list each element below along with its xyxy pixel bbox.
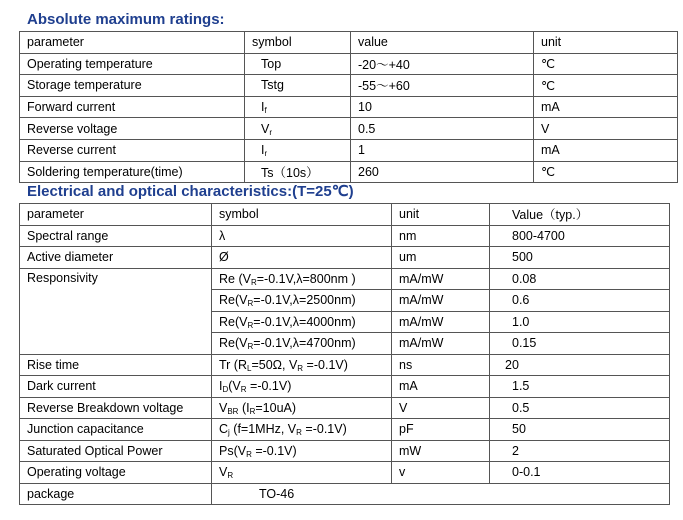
parameter-cell: Reverse current bbox=[20, 139, 245, 161]
parameter-cell: Rise time bbox=[20, 354, 212, 376]
parameter-cell: Reverse voltage bbox=[20, 118, 245, 140]
absolute-ratings-title: Absolute maximum ratings: bbox=[27, 11, 225, 28]
package-symbol-cell: TO-46 bbox=[212, 483, 670, 505]
symbol-cell: Ts（10s） bbox=[245, 161, 351, 183]
symbol-cell: $I_f$ bbox=[245, 96, 351, 118]
unit-cell: um bbox=[392, 247, 490, 269]
symbol-cell: Tstg bbox=[245, 75, 351, 97]
table-row bbox=[20, 376, 670, 398]
table-header-row bbox=[20, 204, 670, 226]
table-row bbox=[20, 462, 670, 484]
header-symbol: symbol bbox=[212, 204, 392, 226]
value-cell: 0.5 bbox=[351, 118, 534, 140]
value-cell: -20～+40 bbox=[351, 53, 534, 75]
unit-cell: ℃ bbox=[534, 75, 678, 97]
parameter-cell: Operating temperature bbox=[20, 53, 245, 75]
symbol-cell: Tr ($R_L=50\Omega$, $V_R =-0.1V$) bbox=[212, 354, 392, 376]
unit-cell: nm bbox=[392, 225, 490, 247]
symbol-cell: $V_R$ bbox=[212, 462, 392, 484]
table-row bbox=[20, 397, 670, 419]
parameter-cell: Spectral range bbox=[20, 225, 212, 247]
value-cell: 500 bbox=[490, 247, 670, 269]
symbol-cell: λ bbox=[212, 225, 392, 247]
symbol-cell: Ø bbox=[212, 247, 392, 269]
table-row bbox=[20, 53, 678, 75]
symbol-cell: $I_D(V_R =-0.1V)$ bbox=[212, 376, 392, 398]
parameter-cell: Reverse Breakdown voltage bbox=[20, 397, 212, 419]
unit-cell: V bbox=[534, 118, 678, 140]
symbol-cell: $I_r$ bbox=[245, 139, 351, 161]
value-cell: 0.15 bbox=[490, 333, 670, 355]
value-cell: 800-4700 bbox=[490, 225, 670, 247]
parameter-cell: Saturated Optical Power bbox=[20, 440, 212, 462]
unit-cell: ℃ bbox=[534, 161, 678, 183]
parameter-cell: Storage temperature bbox=[20, 75, 245, 97]
value-cell: -55～+60 bbox=[351, 75, 534, 97]
header-parameter: parameter bbox=[20, 32, 245, 54]
table-row bbox=[20, 225, 670, 247]
parameter-cell: package bbox=[20, 483, 212, 505]
table-row bbox=[20, 354, 670, 376]
table-row bbox=[20, 268, 670, 290]
unit-cell: mA/mW bbox=[392, 290, 490, 312]
parameter-cell: Soldering temperature(time) bbox=[20, 161, 245, 183]
value-cell: 1.5 bbox=[490, 376, 670, 398]
unit-cell: mA bbox=[392, 376, 490, 398]
symbol-cell: $Re(V_R=-0.1V,\lambda=4700nm)$ bbox=[212, 333, 392, 355]
unit-cell: ns bbox=[392, 354, 490, 376]
table-row bbox=[20, 419, 670, 441]
symbol-cell: $Ps(V_R =-0.1V)$ bbox=[212, 440, 392, 462]
symbol-cell: $V_r$ bbox=[245, 118, 351, 140]
unit-cell: mA bbox=[534, 139, 678, 161]
table-row bbox=[20, 483, 670, 505]
value-cell: 0-0.1 bbox=[490, 462, 670, 484]
header-value: Value（typ.） bbox=[490, 204, 670, 226]
value-cell: 10 bbox=[351, 96, 534, 118]
table-row bbox=[20, 440, 670, 462]
unit-cell: v bbox=[392, 462, 490, 484]
value-cell: 2 bbox=[490, 440, 670, 462]
value-cell: 0.5 bbox=[490, 397, 670, 419]
value-cell: 20 bbox=[490, 354, 670, 376]
value-cell: 1.0 bbox=[490, 311, 670, 333]
symbol-cell: $V_{BR}$ $(I_R=10uA)$ bbox=[212, 397, 392, 419]
electrical-characteristics-title: Electrical and optical characteristics:(T=25℃) bbox=[27, 183, 354, 200]
symbol-cell: Re ($V_R=-0.1V,\lambda=800nm$ ) bbox=[212, 268, 392, 290]
symbol-cell: Top bbox=[245, 53, 351, 75]
unit-cell: mA/mW bbox=[392, 268, 490, 290]
value-cell: 260 bbox=[351, 161, 534, 183]
header-value: value bbox=[351, 32, 534, 54]
unit-cell: ℃ bbox=[534, 53, 678, 75]
table-row bbox=[20, 161, 678, 183]
table-row bbox=[20, 247, 670, 269]
table-row bbox=[20, 96, 678, 118]
symbol-cell: $C_j$ (f=1MHz, $V_R =-0.1V$) bbox=[212, 419, 392, 441]
value-cell: 0.08 bbox=[490, 268, 670, 290]
table-row bbox=[20, 118, 678, 140]
parameter-cell: Dark current bbox=[20, 376, 212, 398]
symbol-cell: $Re(V_R=-0.1V,\lambda=2500nm)$ bbox=[212, 290, 392, 312]
value-cell: 1 bbox=[351, 139, 534, 161]
value-cell: 50 bbox=[490, 419, 670, 441]
header-symbol: symbol bbox=[245, 32, 351, 54]
absolute-ratings-table bbox=[19, 31, 678, 183]
electrical-characteristics-table bbox=[19, 203, 670, 505]
unit-cell: pF bbox=[392, 419, 490, 441]
header-unit: unit bbox=[534, 32, 678, 54]
parameter-cell: Operating voltage bbox=[20, 462, 212, 484]
unit-cell: V bbox=[392, 397, 490, 419]
table-header-row bbox=[20, 32, 678, 54]
header-parameter: parameter bbox=[20, 204, 212, 226]
table-row bbox=[20, 75, 678, 97]
parameter-cell: Junction capacitance bbox=[20, 419, 212, 441]
symbol-cell: $Re(V_R=-0.1V,\lambda=4000nm)$ bbox=[212, 311, 392, 333]
parameter-cell: Forward current bbox=[20, 96, 245, 118]
unit-cell: mA bbox=[534, 96, 678, 118]
header-unit: unit bbox=[392, 204, 490, 226]
unit-cell: mA/mW bbox=[392, 311, 490, 333]
table-row bbox=[20, 139, 678, 161]
parameter-cell: Responsivity bbox=[20, 268, 212, 354]
value-cell: 0.6 bbox=[490, 290, 670, 312]
unit-cell: mW bbox=[392, 440, 490, 462]
parameter-cell: Active diameter bbox=[20, 247, 212, 269]
unit-cell: mA/mW bbox=[392, 333, 490, 355]
